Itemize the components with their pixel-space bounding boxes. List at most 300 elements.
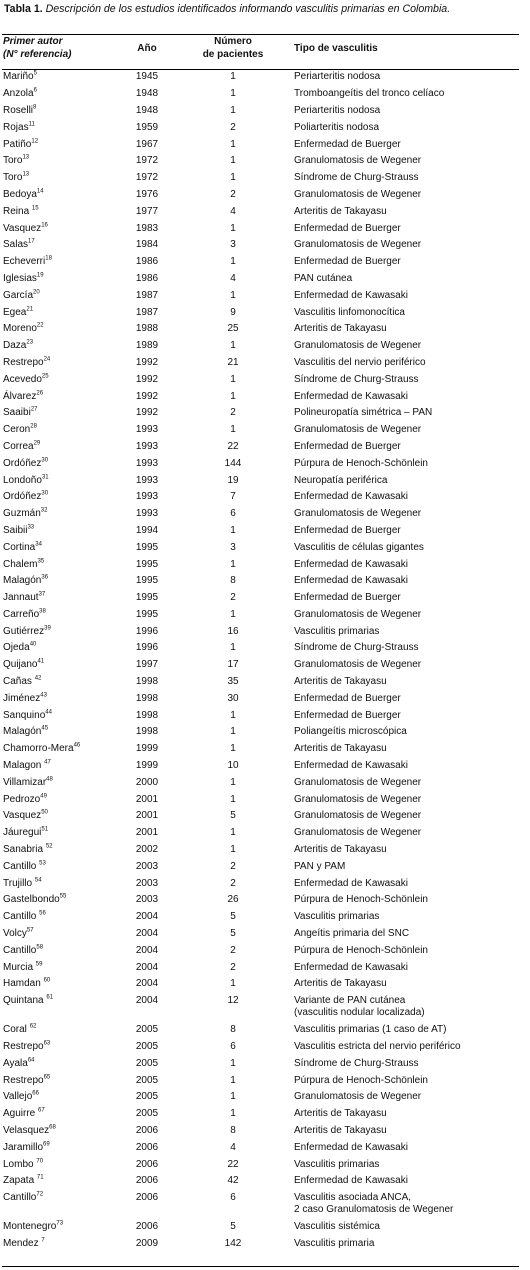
- vasculitis-type-text: Arteritis de Takayasu: [294, 743, 387, 755]
- reference-number: 50: [41, 810, 48, 817]
- cell-vasculitis-type: [286, 909, 519, 926]
- author-name: García: [3, 289, 34, 301]
- studies-table: [2, 35, 519, 1252]
- author-name: Jannaut: [3, 592, 39, 604]
- cell-patient-count: 1: [230, 709, 236, 721]
- reference-number: 8: [33, 104, 37, 111]
- table-row: [2, 741, 519, 758]
- cell-vasculitis-type: [286, 1106, 519, 1123]
- cell-vasculitis-type: [286, 523, 519, 540]
- cell-vasculitis-type: [286, 758, 519, 775]
- table-row: [2, 506, 519, 523]
- cell-vasculitis-type: [286, 388, 519, 405]
- reference-number: 42: [34, 675, 42, 682]
- reference-number: 59: [35, 961, 43, 968]
- cell-author: [2, 1219, 114, 1236]
- cell-author: [2, 875, 114, 892]
- author-name: Chalem: [3, 558, 38, 570]
- table-row: [2, 422, 519, 439]
- cell-patient-count: 1: [230, 726, 236, 738]
- author-name: Volcy: [3, 928, 27, 940]
- reference-number: 21: [26, 306, 34, 313]
- vasculitis-type-text: Polineuropatía simétrica – PAN: [294, 407, 433, 419]
- vasculitis-type-text: Síndrome de Churg-Strauss: [294, 373, 419, 385]
- table-row: [2, 170, 519, 187]
- vasculitis-type-text: Poliangeítis microscópica: [294, 726, 407, 738]
- cell-patient-count: 1: [230, 642, 236, 654]
- vasculitis-type-text: Granulomatosis de Wegener: [294, 810, 422, 822]
- author-name: Vasquez: [3, 810, 42, 822]
- vasculitis-type-text: Granulomatosis de Wegener: [294, 155, 422, 167]
- cell-patient-count: 1: [230, 776, 236, 788]
- author-name: Ayala: [3, 1057, 28, 1069]
- cell-vasculitis-type: [286, 237, 519, 254]
- header-type: Tipo de vasculitis: [294, 43, 378, 54]
- cell-year: 2005: [135, 1108, 159, 1120]
- cell-vasculitis-type: [286, 724, 519, 741]
- table-caption: [4, 3, 450, 15]
- reference-number: 55: [59, 894, 67, 901]
- author-name: Aguirre: [3, 1108, 39, 1120]
- cell-author: [2, 590, 114, 607]
- cell-vasculitis-type: [286, 170, 519, 187]
- reference-number: 24: [43, 356, 51, 363]
- cell-year: 1992: [135, 356, 159, 368]
- author-name: Echeverri: [3, 256, 46, 268]
- vasculitis-type-text: Enfermedad de Kawasaki: [294, 289, 408, 301]
- cell-author: [2, 1173, 114, 1190]
- cell-year: 2002: [135, 844, 159, 856]
- cell-year: 2001: [135, 827, 159, 839]
- cell-vasculitis-type: [286, 287, 519, 304]
- cell-author: [2, 690, 114, 707]
- author-name: Jáuregui: [3, 827, 42, 839]
- author-name: Daza: [3, 340, 27, 352]
- vasculitis-type-text: PAN cutánea: [294, 272, 353, 284]
- cell-patient-count: 1: [230, 256, 236, 268]
- cell-author: [2, 1236, 114, 1253]
- vasculitis-type-text: Enfermedad de Buerger: [294, 524, 401, 536]
- table-row: [2, 707, 519, 724]
- cell-author: [2, 842, 114, 859]
- cell-author: [2, 1072, 114, 1089]
- cell-patient-count: 10: [227, 760, 239, 772]
- author-name: Cantillo: [3, 944, 37, 956]
- cell-patient-count: 19: [227, 474, 239, 486]
- cell-year: 2005: [135, 1024, 159, 1036]
- vasculitis-type-text: Arteritis de Takayasu: [294, 676, 387, 688]
- table-row: [2, 657, 519, 674]
- cell-author: [2, 1022, 114, 1039]
- author-name: Ceron: [3, 424, 31, 436]
- header-author: [2, 35, 114, 69]
- author-name: Malagon: [3, 760, 45, 772]
- cell-year: 2000: [135, 776, 159, 788]
- author-name: Londoño: [3, 474, 42, 486]
- author-name: Cantillo: [3, 1191, 37, 1203]
- cell-vasculitis-type: [286, 1072, 519, 1089]
- cell-patient-count: 1: [230, 104, 236, 116]
- table-row: [2, 791, 519, 808]
- vasculitis-type-text: Vasculitis primarias: [294, 911, 380, 923]
- cell-year: 1983: [135, 222, 159, 234]
- vasculitis-type-text: Vasculitis primaria: [294, 1237, 375, 1249]
- cell-patient-count: 6: [230, 1191, 236, 1203]
- reference-number: 53: [39, 860, 46, 867]
- author-name: Cantillo: [3, 860, 40, 872]
- reference-number: 27: [30, 407, 38, 413]
- cell-patient-count: 22: [227, 1158, 239, 1170]
- author-name: Rojas: [3, 121, 29, 133]
- reference-number: 13: [22, 171, 30, 178]
- vasculitis-type-text: Síndrome de Churg-Strauss: [294, 172, 419, 184]
- author-name: Hamdan: [3, 978, 44, 990]
- cell-author: [2, 1139, 114, 1156]
- reference-number: 70: [36, 1158, 44, 1165]
- table-row: [2, 1039, 519, 1056]
- table-row: [2, 875, 519, 892]
- cell-patient-count: 2: [230, 944, 236, 956]
- reference-number: 26: [36, 390, 44, 397]
- reference-number: 25: [41, 373, 49, 380]
- cell-year: 2006: [135, 1158, 159, 1170]
- cell-year: 2005: [135, 1041, 159, 1053]
- reference-number: 51: [41, 826, 49, 833]
- cell-author: [2, 304, 114, 321]
- reference-number: 64: [27, 1057, 35, 1064]
- cell-vasculitis-type: [286, 791, 519, 808]
- cell-year: 1992: [135, 373, 159, 385]
- table-row: [2, 539, 519, 556]
- reference-number: 67: [38, 1107, 45, 1114]
- cell-patient-count: 1: [230, 155, 236, 167]
- header-author-line1: Primer autor: [3, 36, 63, 47]
- cell-author: [2, 791, 114, 808]
- cell-patient-count: 26: [227, 894, 239, 906]
- cell-author: [2, 422, 114, 439]
- cell-vasculitis-type: [286, 657, 519, 674]
- table-row: [2, 86, 519, 103]
- table-row: [2, 623, 519, 640]
- table-row: [2, 237, 519, 254]
- cell-author: [2, 170, 114, 187]
- vasculitis-type-text: Tromboangeítis del tronco celíaco: [294, 88, 445, 100]
- cell-year: 1992: [135, 407, 159, 419]
- author-name: Bedoya: [3, 188, 37, 200]
- vasculitis-type-text: Arteritis de Takayasu: [294, 1108, 387, 1120]
- table-row: [2, 842, 519, 859]
- cell-vasculitis-type: [286, 1173, 519, 1190]
- table-row: [2, 1022, 519, 1039]
- cell-patient-count: 1: [230, 608, 236, 620]
- table-row: [2, 103, 519, 120]
- cell-patient-count: 1: [230, 844, 236, 856]
- cell-vasculitis-type: [286, 623, 519, 640]
- vasculitis-type-text: Angeítis primaria del SNC: [294, 928, 410, 940]
- cell-year: 1972: [135, 155, 159, 167]
- cell-patient-count: 8: [230, 575, 236, 587]
- cell-author: [2, 774, 114, 791]
- cell-author: [2, 909, 114, 926]
- author-name: Gutiérrez: [3, 625, 45, 637]
- reference-number: 28: [30, 423, 37, 430]
- reference-number: 37: [38, 591, 46, 598]
- cell-vasculitis-type: [286, 1022, 519, 1039]
- table-row: [2, 758, 519, 775]
- vasculitis-type-text: Síndrome de Churg-Strauss: [294, 642, 419, 654]
- vasculitis-type-text: Enfermedad de Kawasaki: [294, 1175, 408, 1187]
- cell-author: [2, 976, 114, 993]
- cell-patient-count: 8: [230, 1125, 236, 1136]
- vasculitis-type-text: Enfermedad de Kawasaki: [294, 558, 408, 570]
- table-row: [2, 590, 519, 607]
- table-row: [2, 254, 519, 271]
- cell-patient-count: 2: [230, 121, 236, 133]
- table-row: [2, 993, 519, 1022]
- cell-author: [2, 321, 114, 338]
- cell-vasculitis-type: [286, 875, 519, 892]
- cell-patient-count: 16: [227, 625, 239, 637]
- reference-number: 69: [43, 1141, 50, 1148]
- cell-vasculitis-type: [286, 304, 519, 321]
- table-row: [2, 119, 519, 136]
- reference-number: 61: [46, 994, 54, 1001]
- cell-vasculitis-type: [286, 1039, 519, 1056]
- cell-year: 2005: [135, 1057, 159, 1069]
- vasculitis-type-text: Enfermedad de Kawasaki: [294, 491, 408, 503]
- cell-vasculitis-type: [286, 1190, 519, 1219]
- reference-number: 65: [43, 1074, 51, 1081]
- table-row: [2, 1190, 519, 1219]
- cell-author: [2, 707, 114, 724]
- cell-year: 2004: [135, 961, 159, 973]
- cell-author: [2, 254, 114, 271]
- cell-patient-count: 1: [230, 289, 236, 301]
- cell-patient-count: 3: [230, 239, 236, 251]
- cell-author: [2, 220, 114, 237]
- vasculitis-type-text: Enfermedad de Kawasaki: [294, 961, 408, 973]
- cell-patient-count: 142: [224, 1237, 242, 1249]
- cell-patient-count: 1: [230, 743, 236, 755]
- cell-patient-count: 22: [227, 440, 239, 452]
- table-row: [2, 153, 519, 170]
- reference-number: 31: [41, 474, 49, 481]
- cell-year: 2006: [135, 1221, 159, 1233]
- author-name: Correa: [3, 440, 34, 452]
- cell-vasculitis-type: [286, 455, 519, 472]
- cell-vasculitis-type: [286, 371, 519, 388]
- vasculitis-type-text: Enfermedad de Kawasaki: [294, 1141, 408, 1153]
- table-row: [2, 69, 519, 86]
- cell-year: 1987: [135, 306, 159, 318]
- reference-number: 19: [36, 272, 44, 279]
- author-name: Moreno: [3, 323, 37, 335]
- table-row: [2, 136, 519, 153]
- vasculitis-type-text: Vasculitis sistémica: [294, 1221, 380, 1233]
- author-name: Lombo: [3, 1158, 37, 1170]
- cell-author: [2, 203, 114, 220]
- table-row: [2, 1089, 519, 1106]
- cell-year: 1995: [135, 592, 159, 604]
- cell-patient-count: 1: [230, 138, 236, 150]
- vasculitis-type-text: Púrpura de Henoch-Schönlein: [294, 894, 428, 906]
- cell-author: [2, 86, 114, 103]
- cell-patient-count: 1: [230, 793, 236, 805]
- cell-patient-count: 3: [230, 541, 236, 553]
- cell-author: [2, 136, 114, 153]
- reference-number: 71: [36, 1175, 44, 1182]
- table-row: [2, 724, 519, 741]
- cell-vasculitis-type: [286, 573, 519, 590]
- cell-vasculitis-type: [286, 674, 519, 691]
- vasculitis-type-text: Vasculitis asociada ANCA,: [294, 1191, 412, 1203]
- table-row: [2, 371, 519, 388]
- cell-year: 1986: [135, 256, 159, 268]
- cell-vasculitis-type: [286, 321, 519, 338]
- reference-number: 23: [26, 339, 34, 346]
- vasculitis-type-text: Granulomatosis de Wegener: [294, 776, 422, 788]
- reference-number: 20: [33, 289, 40, 296]
- vasculitis-type-text: Enfermedad de Buerger: [294, 692, 401, 704]
- cell-author: [2, 1106, 114, 1123]
- author-name: Patiño: [3, 138, 32, 150]
- cell-patient-count: 7: [230, 491, 236, 503]
- reference-number: 43: [40, 692, 47, 699]
- caption-text: Descripción de los estudios identificados informando vasculitis primarias en Colombia.: [45, 3, 451, 15]
- table-row: [2, 892, 519, 909]
- vasculitis-type-text: Granulomatosis de Wegener: [294, 608, 422, 620]
- cell-patient-count: 1: [230, 827, 236, 839]
- author-name: Malagón: [3, 726, 42, 738]
- cell-patient-count: 4: [230, 272, 236, 284]
- cell-year: 1972: [135, 172, 159, 184]
- cell-year: 1948: [135, 88, 159, 100]
- cell-vasculitis-type: [286, 472, 519, 489]
- cell-year: 1948: [135, 104, 159, 116]
- cell-vasculitis-type: [286, 825, 519, 842]
- cell-vasculitis-type: [286, 1055, 519, 1072]
- vasculitis-type-text: Vasculitis primarias: [294, 1158, 380, 1170]
- cell-patient-count: 1: [230, 1108, 236, 1120]
- reference-number: 33: [27, 524, 35, 531]
- cell-year: 1993: [135, 474, 159, 486]
- cell-patient-count: 1: [230, 390, 236, 402]
- cell-year: 2006: [135, 1191, 159, 1203]
- cell-year: 1999: [135, 760, 159, 772]
- cell-vasculitis-type: [286, 153, 519, 170]
- table-row: [2, 1173, 519, 1190]
- author-name: Vallejo: [3, 1091, 33, 1103]
- cell-year: 2004: [135, 928, 159, 940]
- cell-year: 1994: [135, 524, 159, 536]
- cell-patient-count: 1: [230, 222, 236, 234]
- vasculitis-type-text: Granulomatosis de Wegener: [294, 340, 422, 352]
- vasculitis-type-text: Púrpura de Henoch-Schönlein: [294, 457, 428, 469]
- cell-year: 1988: [135, 323, 159, 335]
- cell-vasculitis-type: [286, 1219, 519, 1236]
- cell-patient-count: 35: [227, 676, 239, 688]
- cell-patient-count: 2: [230, 188, 236, 200]
- cell-year: 1959: [135, 121, 159, 133]
- cell-patient-count: 2: [230, 860, 236, 872]
- cell-patient-count: 1: [230, 172, 236, 184]
- cell-patient-count: 30: [227, 692, 239, 704]
- vasculitis-type-text: Síndrome de Churg-Strauss: [294, 1057, 419, 1069]
- table-row: [2, 1219, 519, 1236]
- reference-number: 34: [35, 541, 42, 548]
- cell-author: [2, 355, 114, 372]
- vasculitis-type-text: Enfermedad de Kawasaki: [294, 877, 408, 889]
- vasculitis-type-text: Enfermedad de Kawasaki: [294, 575, 408, 587]
- author-name: Mendez: [3, 1237, 42, 1249]
- cell-patient-count: 5: [230, 928, 236, 940]
- vasculitis-type-text: Granulomatosis de Wegener: [294, 508, 422, 520]
- cell-year: 2004: [135, 944, 159, 956]
- cell-year: 2006: [135, 1141, 159, 1153]
- reference-number: 17: [28, 239, 35, 246]
- cell-year: 2009: [135, 1237, 159, 1249]
- vasculitis-type-text: Enfermedad de Buerger: [294, 592, 401, 604]
- cell-patient-count: 2: [230, 877, 236, 889]
- author-name: Villamizar: [3, 776, 47, 788]
- author-name: Roselli: [3, 104, 34, 116]
- vasculitis-type-text: Vasculitis linfomonocítica: [294, 306, 405, 318]
- author-name: Jiménez: [3, 692, 41, 704]
- cell-patient-count: 5: [230, 1221, 236, 1233]
- header-row: [2, 35, 519, 69]
- cell-year: 2001: [135, 793, 159, 805]
- table-row: [2, 556, 519, 573]
- cell-patient-count: 1: [230, 424, 236, 436]
- cell-year: 1976: [135, 188, 159, 200]
- author-name: Vasquez: [3, 222, 42, 234]
- table-body: [2, 69, 519, 1252]
- vasculitis-type-text: Granulomatosis de Wegener: [294, 793, 422, 805]
- cell-vasculitis-type: [286, 506, 519, 523]
- reference-number: 60: [43, 978, 51, 985]
- cell-patient-count: 5: [230, 810, 236, 822]
- table-row: [2, 271, 519, 288]
- cell-vasculitis-type: [286, 1123, 519, 1140]
- reference-number: 40: [29, 642, 37, 649]
- cell-author: [2, 1055, 114, 1072]
- cell-year: 1993: [135, 491, 159, 503]
- cell-year: 1992: [135, 390, 159, 402]
- cell-vasculitis-type: [286, 405, 519, 422]
- author-name: Pedrozo: [3, 793, 41, 805]
- vasculitis-type-text: Enfermedad de Buerger: [294, 256, 401, 268]
- cell-year: 2005: [135, 1091, 159, 1103]
- cell-author: [2, 657, 114, 674]
- cell-patient-count: 2: [230, 592, 236, 604]
- cell-author: [2, 993, 114, 1022]
- cell-author: [2, 640, 114, 657]
- cell-patient-count: 1: [230, 558, 236, 570]
- header-count-line1: Número: [214, 36, 252, 47]
- cell-vasculitis-type: [286, 993, 519, 1022]
- table-row: [2, 1123, 519, 1140]
- reference-number: 14: [36, 188, 44, 195]
- author-name: Velasquez: [3, 1125, 50, 1136]
- reference-number: 66: [32, 1091, 39, 1098]
- cell-vasculitis-type: [286, 774, 519, 791]
- cell-author: [2, 1123, 114, 1140]
- reference-number: 39: [44, 625, 51, 632]
- author-name: Reina: [3, 205, 32, 217]
- reference-number: 29: [33, 440, 41, 447]
- cell-year: 1987: [135, 289, 159, 301]
- table-row: [2, 187, 519, 204]
